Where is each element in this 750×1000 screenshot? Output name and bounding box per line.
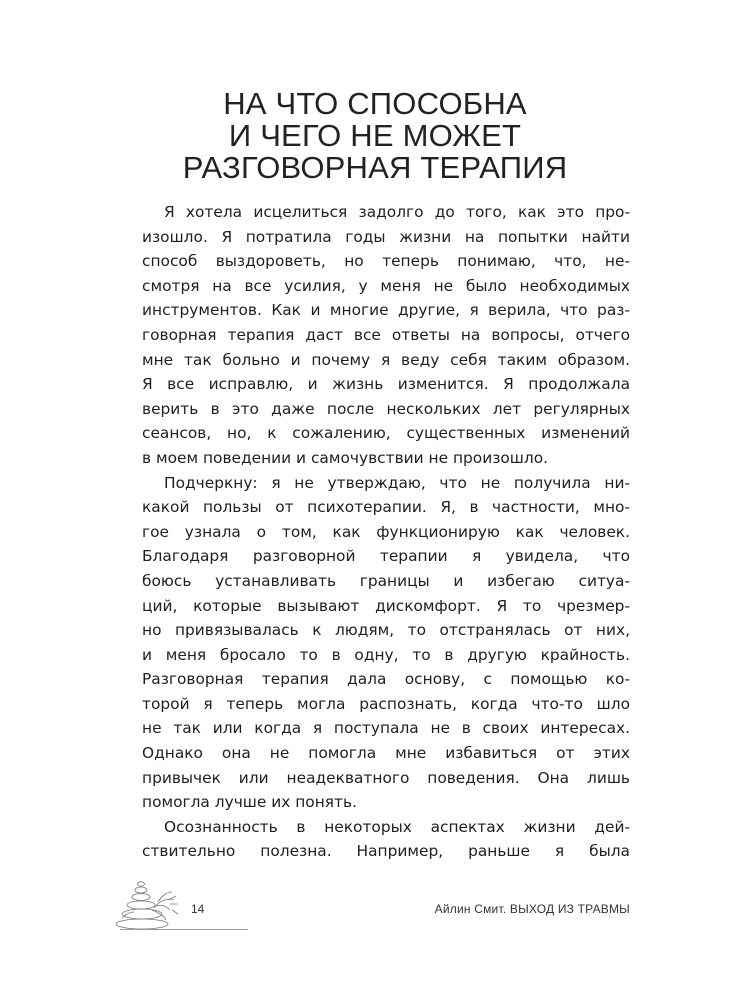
stacked-stones-icon [112,870,192,930]
text-line: гое узнала о том, как функционирую как человек. [142,522,630,541]
text-line: Я все исправлю, и жизнь изменится. Я продолжала [142,375,630,394]
page-number: 14 [191,902,205,916]
chapter-heading-line-3: РАЗГОВОРНАЯ ТЕРАПИЯ [182,150,568,185]
text-line: сеансов, но, к сожалению, существенных изменений [142,424,630,443]
text-line: изошло. Я потратила годы жизни на попытки найти [142,227,630,246]
text-line: помогла лучше их понять. [142,793,357,812]
chapter-heading-line-1: НА ЧТО СПОСОБНА [223,86,527,121]
text-line: говорная терапия даст все ответы на вопросы, отчего [142,325,630,344]
text-line: верить в это даже после нескольких лет регулярных [142,399,630,418]
text-line: какой пользы от психотерапии. Я, в частности, мно- [142,498,630,517]
text-line: в моем поведении и самочувствии не произошло. [142,448,549,467]
text-line: Осознанность в некоторых аспектах жизни дей- [164,817,630,836]
text-line: ствительно полезна. Например, раньше я была [142,842,630,861]
text-line: торой я теперь могла распознать, когда что-то шло [142,694,630,713]
text-line: Я хотела исцелиться задолго до того, как это про- [164,203,630,221]
page-footer [0,880,750,940]
text-line: и меня бросало то в одну, то в другую крайность. [142,645,630,664]
text-line: инструментов. Как и многие другие, я верила, что раз- [142,301,630,320]
text-line: смотря на все усилия, у меня не было необходимых [142,276,630,295]
text-line: но привязывалась к людям, то отстранялась от них, [142,621,630,640]
text-line: мне так больно и почему я веду себя таким образом. [142,350,630,369]
text-line: Однако она не помогла мне избавиться от этих [142,744,630,763]
text-line: способ выздороветь, но теперь понимаю, что, не- [142,252,630,271]
text-line: Разговорная терапия дала основу, с помощью ко- [142,670,630,689]
text-line: ций, которые вызывают дискомфорт. Я то чрезмер- [142,596,630,615]
text-line: не так или когда я поступала не в своих интересах. [142,719,630,738]
chapter-heading [0,88,750,184]
text-line: Благодаря разговорной терапии я увидела, что [142,547,630,566]
text-line: привычек или неадекватного поведения. Она лишь [142,768,630,787]
body-text [142,200,630,864]
text-line: боюсь устанавливать границы и избегаю ситуа- [142,571,630,590]
footer-rule [120,929,248,930]
running-title: Айлин Смит. ВЫХОД ИЗ ТРАВМЫ [434,902,630,916]
chapter-heading-line-2: И ЧЕГО НЕ МОЖЕТ [228,118,522,153]
text-line: Подчеркну: я не утверждаю, что не получила ни- [164,473,630,492]
